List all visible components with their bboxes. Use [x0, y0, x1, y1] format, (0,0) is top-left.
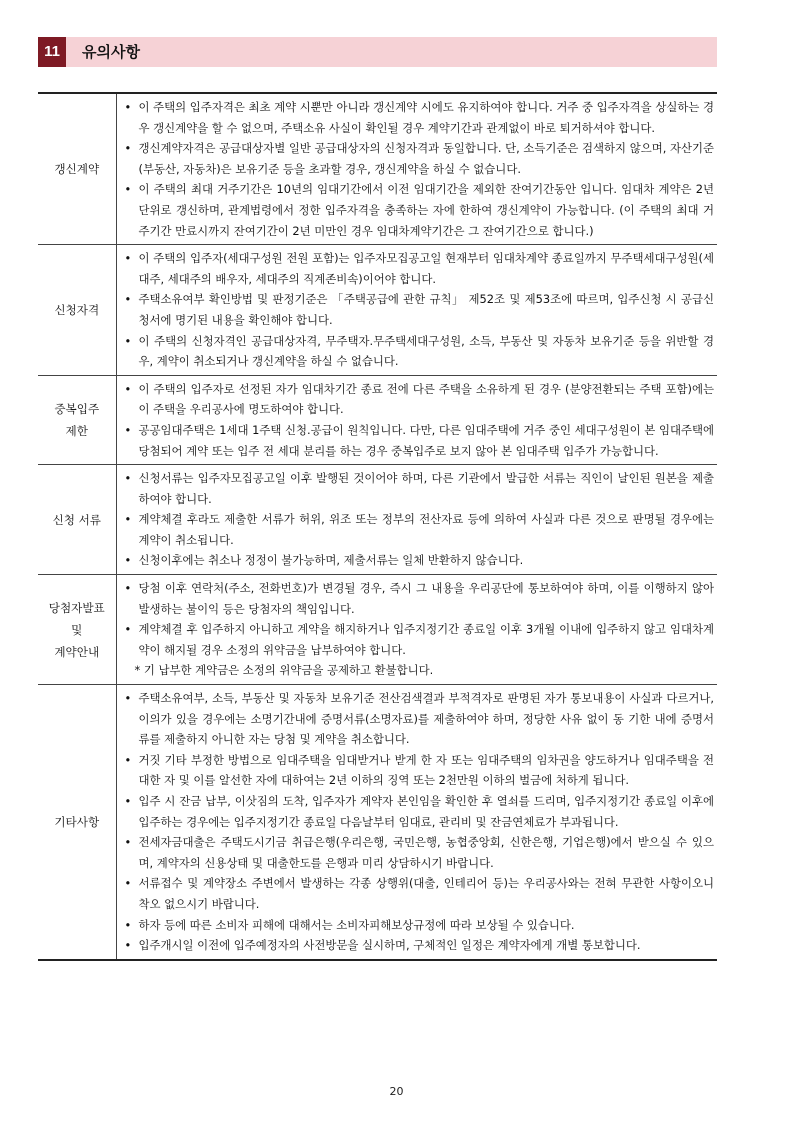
bullet-icon: • [124, 581, 132, 596]
list-item-text: 당첨 이후 연락처(주소, 전화번호)가 변경될 경우, 즉시 그 내용을 우리공단에 통보하여야 하며, 이를 이행하지 않아 발생하는 불이익 등은 당첨자의 책임입니다. [138, 581, 714, 616]
bullet-icon: • [124, 141, 132, 156]
page-number: 20 [389, 1085, 404, 1098]
bullet-icon: • [124, 333, 132, 348]
list-item-text: 이 주택의 입주자로 선정된 자가 임대차기간 종료 전에 다른 주택을 소유하게 된 경우 (분양전환되는 주택 포함)에는 이 주택을 우리공사에 명도하여야 합니다. [138, 381, 714, 417]
list-item-text: 공공임대주택은 1세대 1주택 신청.공급이 원칙입니다. 다만, 다른 임대주택에 거주 중인 세대구성원이 본 임대주택에 당첨되어 계약 또는 입주 전 세대 분리를 하는 경우 중복입주로 보지 않아 본 임대주택 입주가 가능합니다. [138, 422, 714, 458]
notes-table-body [38, 93, 717, 960]
list-item [123, 97, 715, 138]
list-item [123, 331, 715, 372]
list-item-text: 이 주택의 입주자격은 최초 계약 시뿐만 아니라 갱신계약 시에도 유지하여야 합니다. 거주 중 입주자격을 상실하는 경우 갱신계약을 할 수 없으며, 주택소유 사실이 확인될 경우 계약기간과 관계없이 바로 퇴거하셔야 합니다. [138, 100, 714, 135]
bullet-icon: • [124, 794, 132, 808]
bullet-icon: • [124, 938, 132, 953]
section-title: 유의사항 [82, 43, 140, 61]
row-content [116, 465, 717, 575]
section-number: 11 [38, 37, 66, 67]
row-label: 중복입주 제한 [38, 375, 116, 464]
list-item [123, 248, 715, 289]
list-item-text: 계약체결 후 입주하지 아니하고 계약을 해지하거나 입주지정기간 종료일 이후 3개월 이내에 입주하지 않고 임대차계약이 해지될 경우 소정의 위약금을 납부하여야 합니다. [138, 622, 714, 657]
row-content [116, 575, 717, 685]
list-item-text: 주택소유여부, 소득, 부동산 및 자동차 보유기준 전산검색결과 부적격자로 판명된 자가 통보내용이 사실과 다르거나, 이의가 있을 경우에는 소명기간내에 증명서류(소명자료)를 제출하여야 하며, 정당한 사유 없이 동 기한 내에 증명서류를 제출하지 아니한 자는 당첨 및 계약을 취소합니다. [138, 691, 714, 747]
row-label: 기타사항 [38, 685, 116, 960]
bullet-icon: • [124, 381, 132, 396]
row-content [116, 375, 717, 464]
bullet-icon: • [124, 182, 132, 197]
bullet-icon: • [124, 512, 132, 527]
bullet-list [123, 248, 715, 372]
list-item [123, 379, 715, 420]
bullet-list [123, 468, 715, 571]
list-item [123, 550, 715, 571]
bullet-icon: • [124, 752, 132, 767]
row-label: 신청 서류 [38, 465, 116, 575]
section-header [38, 37, 717, 67]
table-row [38, 685, 717, 960]
list-item [123, 832, 715, 873]
list-item-text: 이 주택의 입주자(세대구성원 전원 포함)는 입주자모집공고일 현재부터 임대차계약 종료일까지 무주택세대구성원(세대주, 세대주의 배우자, 세대주의 직계존비속)이어야 합니다. [138, 251, 714, 286]
list-item [123, 935, 715, 956]
list-item-text: 입주 시 잔금 납부, 이삿짐의 도착, 입주자가 계약자 본인임을 확인한 후 열쇠를 드리며, 입주지정기간 종료일 이후에 입주하는 경우에는 입주지정기간 종료일 다음날부터 임대료, 관리비 및 잔금연체료가 부과됩니다. [138, 794, 714, 829]
list-item-text: 신청서류는 입주자모집공고일 이후 발행된 것이어야 하며, 다른 기관에서 발급한 서류는 직인이 날인된 원본을 제출하여야 합니다. [138, 471, 714, 506]
list-item-text: 이 주택의 신청자격인 공급대상자격, 무주택자.무주택세대구성원, 소득, 부동산 및 자동차 보유기준 등을 위반할 경우, 계약이 취소되거나 갱신계약을 하실 수 없습니다. [138, 333, 714, 369]
bullet-icon: • [124, 622, 132, 637]
list-item [123, 873, 715, 914]
list-item [123, 420, 715, 461]
row-label: 당첨자발표 및 계약안내 [38, 575, 116, 685]
list-item [123, 509, 715, 550]
bullet-list [123, 97, 715, 241]
bullet-icon: • [124, 835, 132, 850]
row-content [116, 245, 717, 376]
bullet-icon: • [124, 100, 132, 114]
list-item-text: 신청이후에는 취소나 정정이 불가능하며, 제출서류는 일체 반환하지 않습니다. [138, 553, 524, 568]
table-row [38, 245, 717, 376]
list-item [123, 619, 715, 660]
row-label: 신청자격 [38, 245, 116, 376]
refund-note: * 기 납부한 계약금은 소정의 위약금을 공제하고 환불합니다. [134, 663, 434, 678]
list-item-text: 하자 등에 따른 소비자 피해에 대해서는 소비자피해보상규정에 따라 보상될 수 있습니다. [138, 917, 575, 932]
table-row [38, 575, 717, 685]
list-item-text: 계약체결 후라도 제출한 서류가 허위, 위조 또는 정부의 전산자료 등에 의하여 사실과 다른 것으로 판명될 경우에는 계약이 취소됩니다. [138, 512, 714, 547]
list-item-text: 서류접수 및 계약장소 주변에서 발생하는 각종 상행위(대출, 인테리어 등)는 우리공사와는 전혀 무관한 사항이오니 착오 없으시기 바랍니다. [138, 876, 714, 911]
bullet-icon: • [124, 292, 132, 307]
bullet-list [123, 688, 715, 956]
list-item [123, 915, 715, 936]
list-item-text: 이 주택의 최대 거주기간은 10년의 임대기간에서 이전 임대기간을 제외한 잔여기간동안 입니다. 임대차 계약은 2년 단위로 갱신하며, 관계법령에서 정한 입주자격을 충족하는 자에 한하여 갱신계약이 가능합니다. (이 주택의 최대 거주기간 만료시까지 잔여기간이 2년 미만인 경우 임대차계약기간은 그 잔여기간으로 합니다.) [138, 182, 714, 238]
list-item-text: 주택소유여부 확인방법 및 판정기준은 「주택공급에 관한 규칙」 제52조 및 제53조에 따르며, 입주신청 시 공급신청서에 명기된 내용을 확인해야 합니다. [138, 292, 714, 327]
table-row [38, 93, 717, 245]
bullet-icon: • [124, 691, 132, 706]
row-content [116, 93, 717, 245]
bullet-icon: • [124, 553, 132, 568]
table-row [38, 465, 717, 575]
list-item-text: 갱신계약자격은 공급대상자별 일반 공급대상자의 신청자격과 동일합니다. 단, 소득기준은 검색하지 않으며, 자산기준(부동산, 자동차)은 보유기준 등을 초과할 경우, 갱신계약을 하실 수 없습니다. [138, 141, 714, 176]
bullet-icon: • [124, 876, 132, 891]
bullet-icon: • [124, 422, 132, 437]
row-content [116, 685, 717, 960]
list-item [123, 289, 715, 330]
bullet-list [123, 379, 715, 461]
list-item-text: 전세자금대출은 주택도시기금 취급은행(우리은행, 국민은행, 농협중앙회, 신한은행, 기업은행)에서 받으실 수 있으며, 계약자의 신용상태 및 대출한도를 은행과 미리 상담하시기 바랍니다. [138, 835, 714, 870]
bullet-icon: • [124, 471, 132, 486]
list-item-text: 거짓 기타 부정한 방법으로 임대주택을 임대받거나 받게 한 자 또는 임대주택의 임차권을 양도하거나 임대주택을 전대한 자 및 이를 알선한 자에 대하여는 2년 이하의 징역 또는 2천만원 이하의 벌금에 처하게 됩니다. [138, 752, 714, 788]
list-item [123, 688, 715, 750]
bullet-icon: • [124, 917, 132, 932]
list-item [123, 750, 715, 791]
bullet-icon: • [124, 251, 132, 266]
list-item [123, 138, 715, 179]
table-row [38, 375, 717, 464]
list-item-text: 입주개시일 이전에 입주예정자의 사전방문을 실시하며, 구체적인 일정은 계약자에게 개별 통보합니다. [138, 938, 641, 953]
bullet-list [123, 578, 715, 660]
list-item [123, 179, 715, 241]
list-item [123, 468, 715, 509]
row-label: 갱신계약 [38, 93, 116, 245]
notes-table [38, 92, 717, 961]
list-item [123, 791, 715, 832]
list-item [123, 578, 715, 619]
